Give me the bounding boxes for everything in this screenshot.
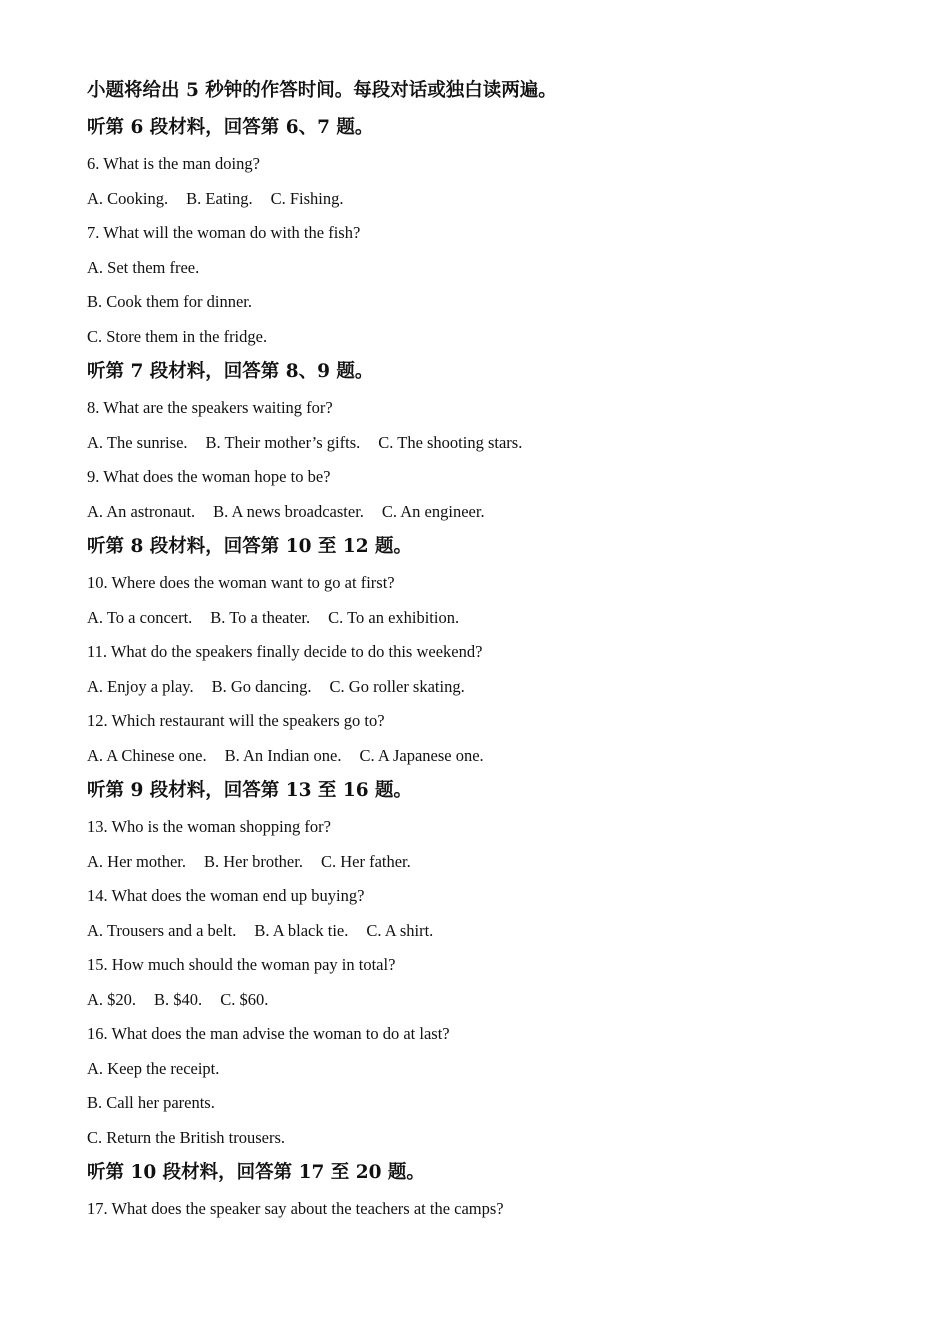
option-c: C. Her father.: [320, 852, 411, 871]
option-b: B. Call her parents.: [87, 1093, 215, 1112]
options-row: [87, 501, 485, 523]
question-15: 15. How much should the woman pay in total?: [87, 955, 396, 974]
option-a: A. $20.: [87, 990, 137, 1009]
question-17: 17. What does the speaker say about the teachers at the camps?: [87, 1199, 504, 1218]
instruction-text: 小题将给出 5 秒钟的作答时间。每段对话或独白读两遍。: [87, 80, 557, 101]
option-c: C. A shirt.: [366, 921, 434, 940]
option-b: B. Their mother’s gifts.: [205, 433, 361, 452]
option-b: B. A black tie.: [254, 921, 349, 940]
option-b: B. Eating.: [186, 189, 253, 208]
options-row: [87, 188, 344, 210]
option-b: B. $40.: [154, 990, 203, 1009]
option-a: A. To a concert.: [87, 608, 193, 627]
option-c: C. The shooting stars.: [378, 433, 523, 452]
options-row: [87, 607, 459, 629]
option-a: A. Set them free.: [87, 258, 200, 277]
options-row: [87, 745, 484, 767]
option-c: C. A Japanese one.: [359, 746, 484, 765]
option-c: C. An engineer.: [381, 502, 485, 521]
option-c: C. Return the British trousers.: [87, 1128, 285, 1147]
option-c: C. To an exhibition.: [328, 608, 460, 627]
question-12: 12. Which restaurant will the speakers go to?: [87, 711, 385, 730]
option-a: A. Cooking.: [87, 189, 169, 208]
options-row: [87, 920, 433, 942]
option-a: A. Trousers and a belt.: [87, 921, 237, 940]
option-b: B. Her brother.: [203, 852, 303, 871]
option-c: C. Go roller skating.: [329, 677, 465, 696]
question-9: 9. What does the woman hope to be?: [87, 467, 331, 486]
option-b: B. Go dancing.: [211, 677, 312, 696]
options-row: [87, 989, 268, 1011]
options-row: [87, 851, 411, 873]
question-14: 14. What does the woman end up buying?: [87, 886, 365, 905]
question-7: 7. What will the woman do with the fish?: [87, 223, 361, 242]
options-row: [87, 432, 522, 454]
question-13: 13. Who is the woman shopping for?: [87, 817, 331, 836]
section-heading: 听第 6 段材料，回答第 6、7 题。: [87, 117, 374, 138]
options-row: [87, 676, 465, 698]
option-b: B. To a theater.: [210, 608, 311, 627]
option-a: A. Her mother.: [87, 852, 186, 871]
question-10: 10. Where does the woman want to go at first?: [87, 573, 395, 592]
option-a: A. A Chinese one.: [87, 746, 207, 765]
question-11: 11. What do the speakers finally decide to do this weekend?: [87, 642, 483, 661]
section-heading: 听第 7 段材料，回答第 8、9 题。: [87, 361, 374, 382]
option-c: C. Store them in the fridge.: [87, 327, 268, 346]
option-c: C. $60.: [220, 990, 269, 1009]
option-c: C. Fishing.: [270, 189, 344, 208]
option-b: B. An Indian one.: [224, 746, 342, 765]
option-a: A. The sunrise.: [87, 433, 188, 452]
question-6: 6. What is the man doing?: [87, 154, 260, 173]
question-8: 8. What are the speakers waiting for?: [87, 398, 333, 417]
option-a: A. Enjoy a play.: [87, 677, 194, 696]
section-heading: 听第 9 段材料，回答第 13 至 16 题。: [87, 780, 413, 801]
option-b: B. Cook them for dinner.: [87, 292, 252, 311]
option-a: A. An astronaut.: [87, 502, 196, 521]
question-16: 16. What does the man advise the woman to do at last?: [87, 1024, 450, 1043]
section-heading: 听第 10 段材料，回答第 17 至 20 题。: [87, 1162, 425, 1183]
section-heading: 听第 8 段材料，回答第 10 至 12 题。: [87, 536, 413, 557]
option-b: B. A news broadcaster.: [213, 502, 364, 521]
option-a: A. Keep the receipt.: [87, 1059, 220, 1078]
